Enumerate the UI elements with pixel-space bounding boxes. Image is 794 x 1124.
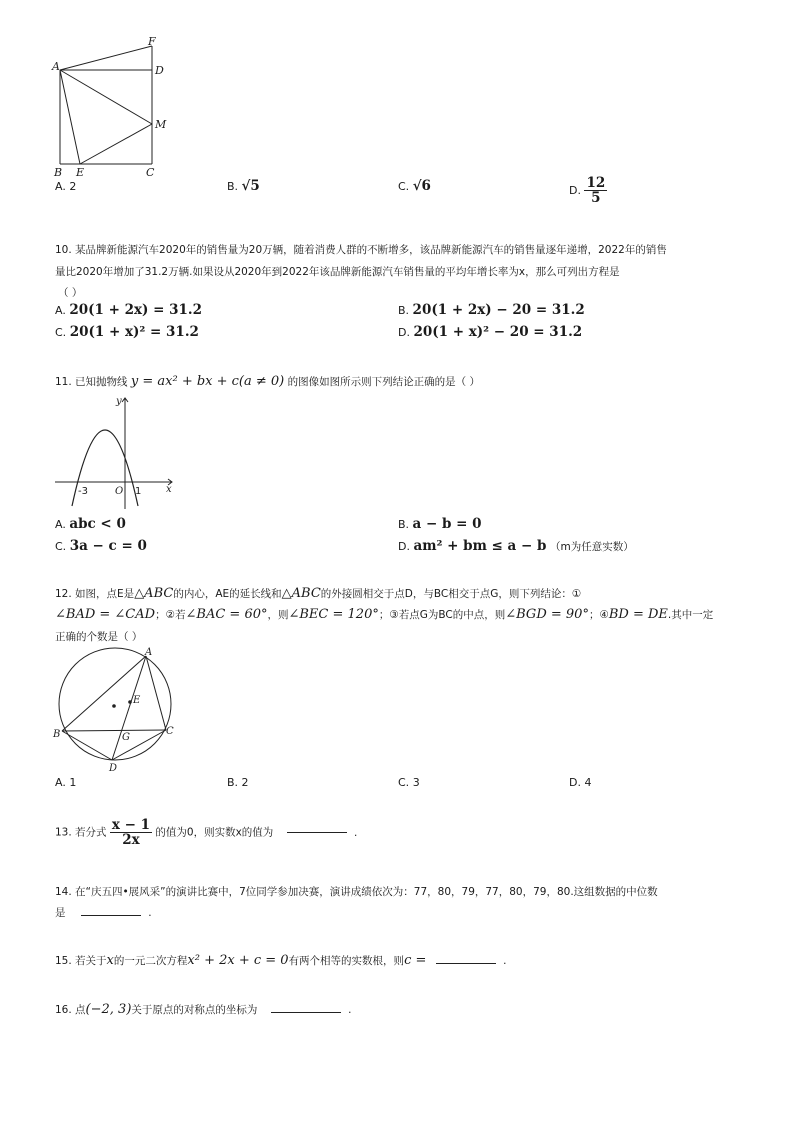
circle-center-dot [112,704,116,708]
label-C: C [146,166,155,178]
label-y: y [116,396,122,407]
q12-option-c[interactable]: C. 3 [398,776,420,789]
q12-option-d[interactable]: D. 4 [569,776,592,789]
point-E-dot [128,700,132,704]
q13-stem: 13. 若分式 $\frac{x - 1}{2x}$ 的值为0，则实数x的值为 . [55,817,358,848]
circumcircle [59,648,171,760]
label-A: A [145,647,153,658]
label-A: A [52,60,60,73]
q12-line1: 12. 如图，点E是△ABC的内心，AE的延长线和△ABC的外接圆相交于点D，与BC相交于点G，则下列结论：① [55,586,582,601]
q10-line3: （ ） [58,287,83,299]
q14-answer-blank[interactable] [81,915,141,916]
segment-EM [80,124,152,164]
q9-option-c[interactable]: C. √6 [398,178,431,194]
segment-BD [62,731,112,760]
label-G: G [122,732,130,743]
q9-option-b[interactable]: B. √5 [227,178,260,194]
side-BC [62,730,166,731]
label-D: D [109,763,118,774]
q11-option-a[interactable]: A. abc < 0 [55,516,126,532]
label-C: C [166,726,174,737]
q10-option-d[interactable]: D. 20(1 + x)² − 20 = 31.2 [398,324,583,340]
q10-option-c[interactable]: C. 20(1 + x)² = 31.2 [55,324,199,340]
q15-stem: 15. 若关于x的一元二次方程x² + 2x + c = 0有两个相等的实数根，则c = . [55,953,507,968]
fraction-12-5: $\frac{12}{5}$ [586,175,606,206]
q12-circle-figure [50,644,180,774]
label-x: x [166,484,172,495]
segment-AF [60,46,152,70]
q9-option-d[interactable]: D. $\frac{12}{5}$ [569,175,606,206]
q14-line1: 14. 在“庆五四•展风采”的演讲比赛中，7位同学参加决赛，演讲成绩依次为：77，80，79，77，80，79，80.这组数据的中位数 [55,886,658,898]
label-E: E [133,695,141,706]
q11-stem: 11. 已知抛物线 y = ax² + bx + c(a ≠ 0) 的图像如图所示则下列结论正确的是（ ） [55,374,480,389]
label-B: B [53,729,61,740]
side-AC [146,656,166,730]
q10-line1: 10. 某品牌新能源汽车2020年的销售量为20万辆，随着消费人群的不断增多，该品牌新能源汽车的销售量逐年递增，2022年的销售 [55,244,667,256]
label-F: F [148,36,156,48]
segment-AM [60,70,152,124]
q16-answer-blank[interactable] [271,1012,341,1013]
label-E: E [76,166,85,178]
q12-line2: ∠BAD = ∠CAD；②若∠BAC = 60°，则∠BEC = 120°；③若点G为BC的中点，则∠BGD = 90°；④BD = DE.其中一定 [55,607,714,622]
segment-AE [60,70,80,164]
q11-option-b[interactable]: B. a − b = 0 [398,516,482,532]
q10-option-a[interactable]: A. 20(1 + 2x) = 31.2 [55,302,203,318]
label-one: 1 [135,486,142,497]
q12-option-a[interactable]: A. 1 [55,776,77,789]
q16-stem: 16. 点(−2, 3)关于原点的对称点的坐标为 . [55,1002,352,1017]
q11-parabola-graph [50,394,180,512]
q14-line2: 是 . [55,907,152,919]
q12-line3: 正确的个数是（ ） [55,631,143,643]
q10-line2: 量比2020年增加了31.2万辆.如果设从2020年到2022年该品牌新能源汽车销售量的平均年增长率为x，那么可列出方程是 [55,266,620,278]
q9-option-a[interactable]: A. 2 [55,180,77,193]
q11-option-c[interactable]: C. 3a − c = 0 [55,538,147,554]
label-D: D [155,64,164,77]
label-M: M [155,118,167,131]
q11-option-d[interactable]: D. am² + bm ≤ a − b （m为任意实数） [398,538,634,554]
label-neg3: -3 [78,486,88,497]
label-origin: O [115,486,124,497]
q15-answer-blank[interactable] [436,963,496,964]
fraction-x-minus-1-over-2x: $\frac{x - 1}{2x}$ [111,817,151,848]
q12-option-b[interactable]: B. 2 [227,776,249,789]
q10-option-b[interactable]: B. 20(1 + 2x) − 20 = 31.2 [398,302,585,318]
q13-answer-blank[interactable] [287,832,347,833]
label-B: B [54,166,63,178]
q9-geometry-figure [50,36,180,178]
